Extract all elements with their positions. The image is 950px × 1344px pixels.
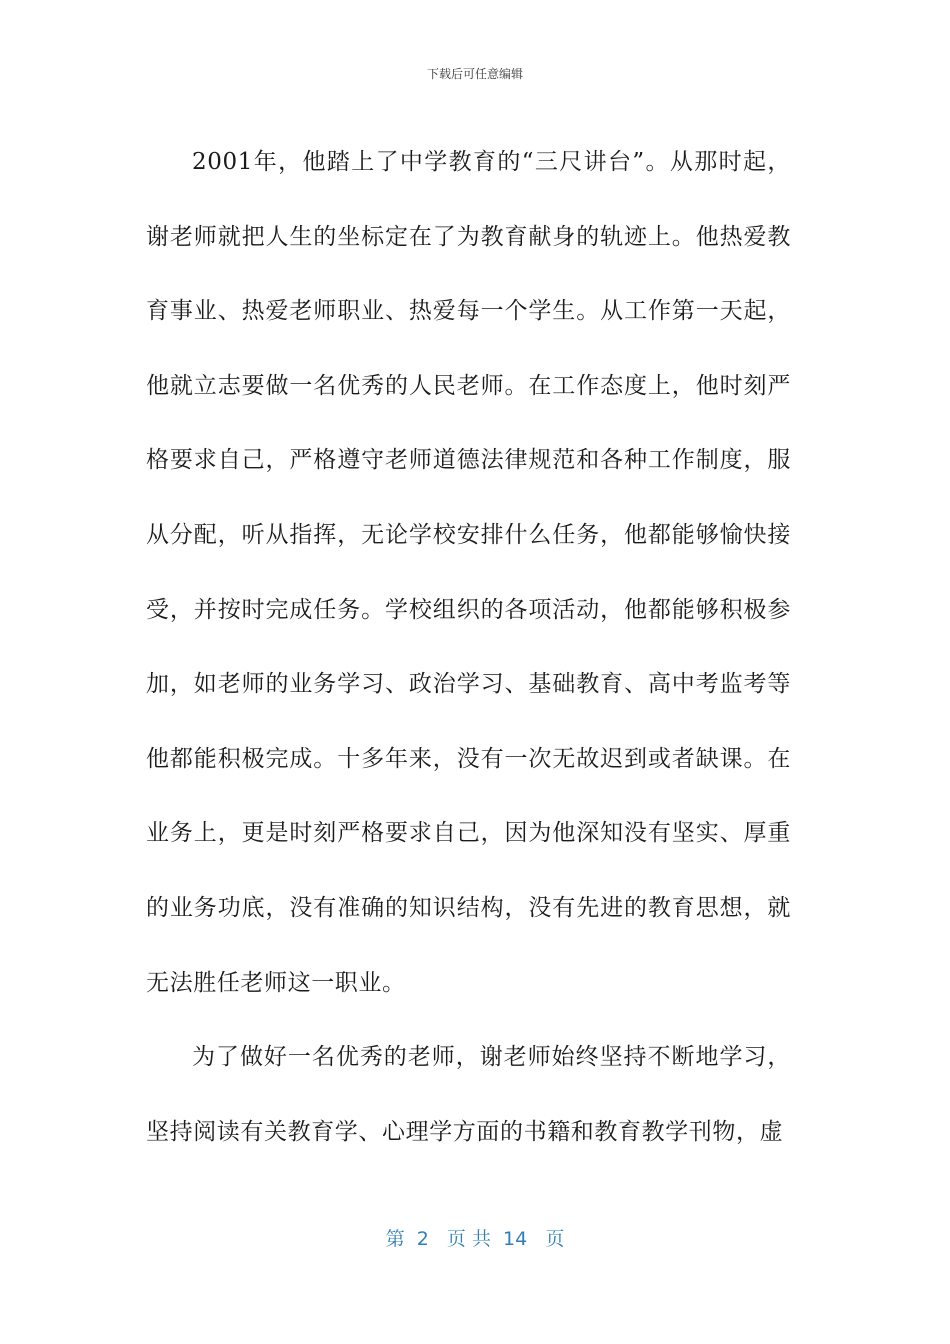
page-footer: 第 2 页 共 14 页 — [385, 1228, 565, 1250]
document-body — [146, 125, 791, 1169]
page-header: 下载后可任意编辑 — [426, 67, 523, 81]
paragraph-1: 2001年，他踏上了中学教育的“三尺讲台”。从那时起，谢老师就把人生的坐标定在了为教育献身的轨迹上。他热爱教育事业、热爱老师职业、热爱每一个学生。从工作第一天起，他就立志要做一名优秀的人民老师。在工作态度上，他时刻严格要求自己，严格遵守老师道德法律规范和各种工作制度，服从分配，听从指挥，无论学校安排什么任务，他都能够愉快接受，并按时完成任务。学校组织的各项活动，他都能够积极参加，如老师的业务学习、政治学习、基础教育、高中考监考等他都能积极完成。十多年来，没有一次无故迟到或者缺课。在业务上，更是时刻严格要求自己，因为他深知没有坚实、厚重的业务功底，没有准确的知识结构，没有先进的教育思想，就无法胜任老师这一职业。 — [146, 149, 791, 996]
paragraph-2: 为了做好一名优秀的老师，谢老师始终坚持不断地学习，坚持阅读有关教育学、心理学方面的书籍和教育教学刊物，虚 — [146, 1044, 791, 1145]
